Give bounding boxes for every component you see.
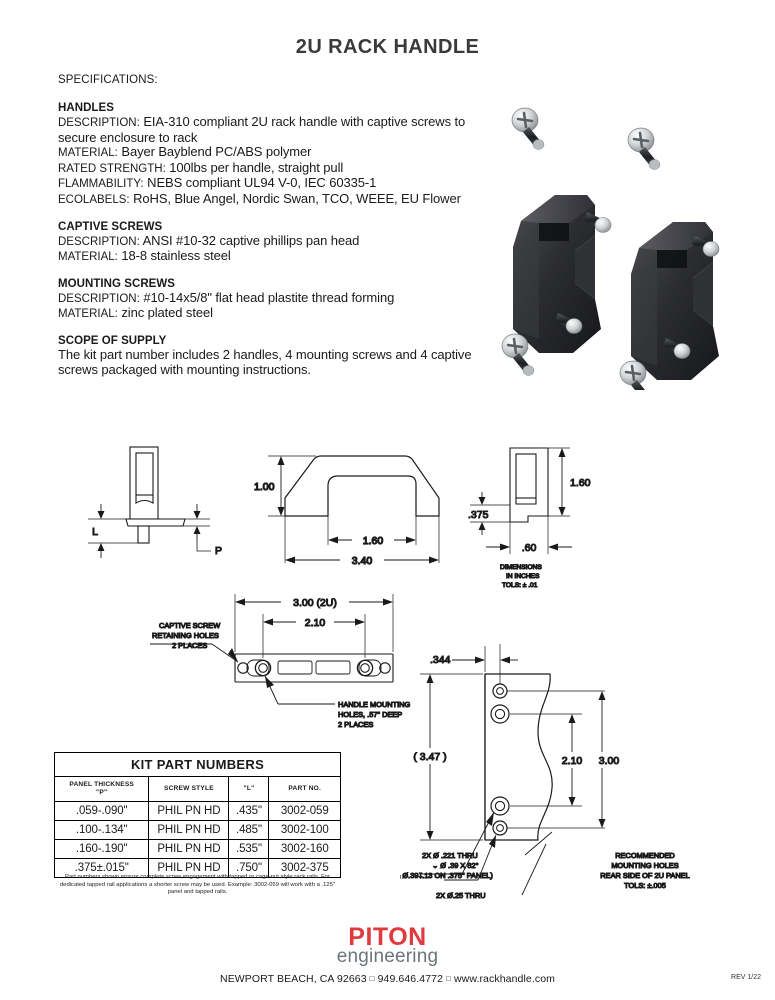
cell-panel-thickness: .059-.090" bbox=[55, 802, 149, 821]
spec-line bbox=[58, 306, 478, 322]
cell-panel-thickness: .160-.190" bbox=[55, 840, 149, 859]
dim-edge-344: .344 bbox=[430, 654, 451, 666]
dim-flange-375: .375 bbox=[468, 509, 489, 521]
column-header-panel-thickness: PANEL THICKNESS "P" bbox=[55, 777, 149, 802]
cell-screw-style: PHIL PN HD bbox=[149, 840, 229, 859]
panel-note-line3: REAR SIDE OF 2U PANEL bbox=[600, 871, 690, 880]
cell-screw-style: PHIL PN HD bbox=[149, 821, 229, 840]
separator-icon: □ bbox=[369, 974, 375, 983]
dim-depth-60: .60 bbox=[521, 542, 537, 554]
callout-handle-mounting-line3: 2 PLACES bbox=[338, 720, 374, 729]
drawing-front-view bbox=[228, 432, 448, 582]
panel-note-line4: TOLS: ±.005 bbox=[624, 881, 666, 890]
spec-value: Bayer Bayblend PC/ABS polymer bbox=[121, 144, 312, 160]
cell-panel-thickness: .100-.134" bbox=[55, 821, 149, 840]
table-title: KIT PART NUMBERS bbox=[55, 753, 341, 777]
callout-221-thru-line1: 2X Ø .221 THRU bbox=[422, 851, 478, 860]
drawing-panel-view bbox=[400, 636, 750, 921]
dim-hole-spacing-2-10: 2.10 bbox=[304, 617, 326, 629]
callout-221-thru-line3: (⌴ Ø.39↧.13 ON .375" PANEL) bbox=[400, 871, 493, 880]
table-footnote: Part numbers shown ensure complete screw engagement with tapped or cage-nut style rack rails. For dedicated tapped rail applications a shorter screw may be used. Example: 3002-059 will work with a .125" panel and tapped rails. bbox=[59, 874, 336, 896]
callout-captive-screw-line2: RETAINING HOLES bbox=[152, 631, 219, 640]
note-dimensions-line1: DIMENSIONS bbox=[500, 564, 542, 571]
spec-value: EIA-310 compliant 2U rack handle with captive screws to secure enclosure to rack bbox=[58, 114, 466, 145]
cell-screw-style: PHIL PN HD bbox=[149, 802, 229, 821]
table-row bbox=[55, 802, 341, 821]
spec-line bbox=[58, 291, 478, 307]
cell-l: .535" bbox=[229, 840, 269, 859]
specifications-block bbox=[58, 74, 478, 390]
table-row bbox=[55, 840, 341, 859]
column-header-l: "L" bbox=[229, 777, 269, 802]
dim-overall-3-00-2u: 3.00 (2U) bbox=[293, 597, 337, 609]
footer-address: NEWPORT BEACH, CA 92663 bbox=[220, 973, 367, 985]
specifications-label: SPECIFICATIONS: bbox=[58, 74, 158, 86]
dim-overall-3-40: 3.40 bbox=[351, 555, 373, 567]
cell-panel-thickness: .375±.015" bbox=[55, 859, 149, 878]
cell-part-no: 3002-160 bbox=[269, 840, 341, 859]
panel-note-line2: MOUNTING HOLES bbox=[611, 861, 679, 870]
page-title: 2U RACK HANDLE bbox=[295, 36, 480, 58]
brand-name: PITON bbox=[348, 923, 427, 951]
callout-captive-screw-line1: CAPTIVE SCREW bbox=[159, 621, 221, 630]
spec-value: zinc plated steel bbox=[121, 305, 213, 321]
dim-height-1-60: 1.60 bbox=[570, 477, 591, 489]
column-header-part-no: PART NO. bbox=[269, 777, 341, 802]
spec-key: MATERIAL: bbox=[58, 147, 118, 160]
spec-line bbox=[58, 192, 478, 208]
spec-heading: CAPTIVE SCREWS bbox=[58, 220, 163, 233]
spec-key: RATED STRENGTH: bbox=[58, 162, 166, 175]
spec-key: ECOLABELS: bbox=[58, 193, 130, 206]
spec-group-captive-screws bbox=[58, 221, 478, 265]
spec-heading: HANDLES bbox=[58, 102, 114, 114]
brand-subtitle: engineering bbox=[336, 946, 439, 967]
spec-key: MATERIAL: bbox=[58, 308, 118, 321]
spec-line bbox=[58, 176, 478, 192]
spec-key: FLAMMABILITY: bbox=[58, 178, 144, 191]
spec-key: MATERIAL: bbox=[58, 251, 118, 264]
cell-part-no: 3002-059 bbox=[269, 802, 341, 821]
callout-handle-mounting-line2: HOLES, .57" DEEP bbox=[338, 710, 403, 719]
table-title-row bbox=[55, 753, 341, 777]
brand-logo bbox=[0, 925, 775, 967]
dim-inner-1-60: 1.60 bbox=[362, 535, 384, 547]
product-photo bbox=[483, 98, 733, 390]
spec-value: #10-14x5/8" flat head plastite thread forming bbox=[143, 289, 395, 305]
spec-value: NEBS compliant UL94 V-0, IEC 60335-1 bbox=[147, 175, 377, 191]
spec-value: ANSI #10-32 captive phillips pan head bbox=[142, 232, 360, 248]
spec-line bbox=[58, 115, 478, 145]
spec-key: DESCRIPTION: bbox=[58, 117, 140, 129]
note-dimensions-line2: IN INCHES bbox=[506, 573, 540, 580]
spec-value: 100lbs per handle, straight pull bbox=[169, 159, 344, 175]
spec-heading: SCOPE OF SUPPLY bbox=[58, 334, 167, 347]
spec-group-scope-of-supply bbox=[58, 335, 478, 377]
kit-part-numbers-table bbox=[54, 752, 341, 878]
cell-screw-style: PHIL PN HD bbox=[149, 859, 229, 878]
spec-heading: MOUNTING SCREWS bbox=[58, 277, 176, 290]
spec-value: 18-8 stainless steel bbox=[121, 248, 231, 264]
cell-part-no: 3002-375 bbox=[269, 859, 341, 878]
table-header-row bbox=[55, 777, 341, 802]
spec-key: DESCRIPTION: bbox=[58, 292, 140, 305]
cell-l: .435" bbox=[229, 802, 269, 821]
table-row bbox=[55, 821, 341, 840]
callout-captive-screw-line3: 2 PLACES bbox=[172, 641, 208, 650]
note-dimensions-line3: TOLS: ± .01 bbox=[502, 582, 538, 589]
cell-l: .485" bbox=[229, 821, 269, 840]
panel-note-line1: RECOMMENDED bbox=[615, 851, 675, 860]
footer-contact bbox=[0, 973, 775, 985]
cell-part-no: 3002-100 bbox=[269, 821, 341, 840]
revision-label: REV 1/22 bbox=[731, 974, 761, 981]
dim-height-1-00: 1.00 bbox=[254, 481, 275, 493]
callout-25-thru: 2X Ø.25 THRU bbox=[436, 891, 486, 900]
spec-value: RoHS, Blue Angel, Nordic Swan, TCO, WEEE, EU Flower bbox=[133, 190, 461, 206]
drawing-end-view bbox=[460, 432, 640, 607]
dim-L: L bbox=[92, 526, 98, 538]
footer-phone: 949.646.4772 bbox=[377, 973, 444, 985]
callout-221-thru-line2: ⌄ Ø .39 X 82° bbox=[432, 861, 479, 870]
footer-website[interactable]: www.rackhandle.com bbox=[453, 973, 555, 985]
cell-l: .750" bbox=[229, 859, 269, 878]
spec-line bbox=[58, 249, 478, 265]
dim-2-10: 2.10 bbox=[561, 755, 583, 767]
dim-P: P bbox=[215, 545, 223, 557]
spec-value: The kit part number includes 2 handles, 4 mounting screws and 4 captive screws packaged with mounting instructions. bbox=[58, 346, 472, 377]
separator-icon: □ bbox=[446, 974, 451, 983]
callout-handle-mounting-line1: HANDLE MOUNTING bbox=[338, 700, 411, 709]
spec-line bbox=[58, 234, 478, 250]
spec-line bbox=[58, 161, 478, 177]
dim-overall-3-47: ( 3.47 ) bbox=[413, 751, 447, 763]
column-header-screw-style: SCREW STYLE bbox=[149, 777, 229, 802]
spec-group-mounting-screws bbox=[58, 278, 478, 322]
dim-3-00: 3.00 bbox=[598, 755, 620, 767]
spec-line bbox=[58, 145, 478, 161]
spec-key: DESCRIPTION: bbox=[58, 235, 140, 248]
spec-group-handles bbox=[58, 102, 478, 208]
